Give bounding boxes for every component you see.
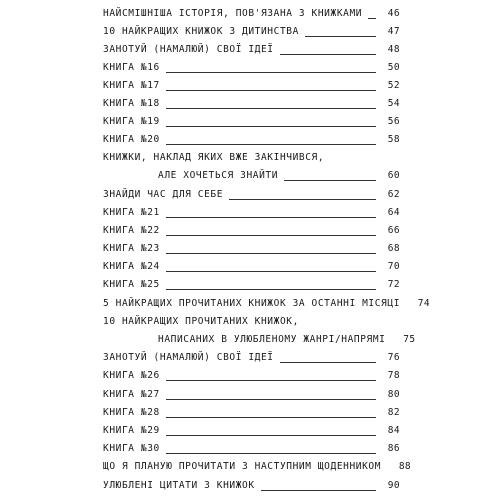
toc-page-number: 82 <box>387 407 400 418</box>
toc-entry-label: КНИГА №17 <box>103 80 160 91</box>
toc-page-number: 64 <box>387 207 400 218</box>
toc-entry-label: 10 НАЙКРАЩИХ ПРОЧИТАНИХ КНИЖОК, <box>103 316 299 327</box>
toc-entry-label: ЗНАЙДИ ЧАС ДЛЯ СЕБЕ <box>103 189 224 200</box>
toc-page-number: 80 <box>387 389 400 400</box>
toc-entry-label: НАЙСМІШНІША ІСТОРІЯ, ПОВ'ЯЗАНА З КНИЖКАМИ <box>103 8 363 19</box>
toc-entry-label: КНИГА №27 <box>103 389 160 400</box>
toc-page-number: 86 <box>387 443 400 454</box>
toc-entry-label: ЗАНОТУЙ (НАМАЛЮЙ) СВОЇ ІДЕЇ <box>103 44 274 55</box>
toc-page-number: 46 <box>387 8 400 19</box>
toc-page-number: 47 <box>387 26 400 37</box>
toc-entry-label: КНИГА №21 <box>103 207 160 218</box>
toc-page-number: 54 <box>387 98 400 109</box>
toc-page-number: 74 <box>417 298 431 309</box>
toc-page-number: 56 <box>387 116 400 127</box>
toc-entry-label: 5 НАЙКРАЩИХ ПРОЧИТАНИХ КНИЖОК ЗА ОСТАННІ МІСЯЦІ <box>103 298 401 309</box>
toc-entry-label: КНИГА №22 <box>103 225 160 236</box>
toc-page-number: 70 <box>387 261 400 272</box>
toc-entry-label: КНИГА №16 <box>103 62 160 73</box>
toc-page-number: 90 <box>387 480 400 491</box>
toc-entry-label: КНИГА №24 <box>103 261 160 272</box>
toc-entry-label: КНИГА №23 <box>103 243 160 254</box>
toc-page-number: 58 <box>387 134 400 145</box>
toc-entry-label: НАПИСАНИХ В УЛЮБЛЕНОМУ ЖАНРІ/НАПРЯМІ <box>158 334 386 345</box>
toc-page-number: 75 <box>403 334 416 345</box>
toc-entry-label: 10 НАЙКРАЩИХ КНИЖОК З ДИТИНСТВА <box>103 26 299 37</box>
toc-page-number: 68 <box>387 243 400 254</box>
toc-page-number: 88 <box>398 461 412 472</box>
toc-page-number: 60 <box>387 170 400 181</box>
toc-page-number: 52 <box>387 80 400 91</box>
toc-page-number: 84 <box>387 425 400 436</box>
toc-row <box>103 472 400 494</box>
toc-entry-label: УЛЮБЛЕНІ ЦИТАТИ З КНИЖОК <box>103 480 255 491</box>
toc-entry-label: ЩО Я ПЛАНУЮ ПРОЧИТАТИ З НАСТУПНИМ ЩОДЕННИКОМ <box>103 461 382 472</box>
toc-page-number: 78 <box>387 370 400 381</box>
toc-entry-label: КНИГА №26 <box>103 370 160 381</box>
toc-entry-label: ЗАНОТУЙ (НАМАЛЮЙ) СВОЇ ІДЕЇ <box>103 352 274 363</box>
toc-page-number: 62 <box>387 189 400 200</box>
toc-entry-label: КНИЖКИ, НАКЛАД ЯКИХ ВЖЕ ЗАКІНЧИВСЯ, <box>103 152 325 163</box>
toc-entry-label: КНИГА №19 <box>103 116 160 127</box>
toc-page-number: 50 <box>387 62 400 73</box>
toc-entry-label: КНИГА №30 <box>103 443 160 454</box>
toc-entry-label: КНИГА №28 <box>103 407 160 418</box>
leader-line <box>261 489 376 491</box>
toc-page-number: 72 <box>387 279 400 290</box>
toc-entry-label: КНИГА №29 <box>103 425 160 436</box>
toc-page-number: 76 <box>387 352 400 363</box>
toc-page-number: 66 <box>387 225 400 236</box>
toc-page-number: 48 <box>387 44 400 55</box>
toc-entry-label: КНИГА №18 <box>103 98 160 109</box>
toc-entry-label: АЛЕ ХОЧЕТЬСЯ ЗНАЙТИ <box>158 170 279 181</box>
table-of-contents <box>103 0 431 500</box>
toc-entry-label: КНИГА №20 <box>103 134 160 145</box>
toc-entry-label: КНИГА №25 <box>103 279 160 290</box>
